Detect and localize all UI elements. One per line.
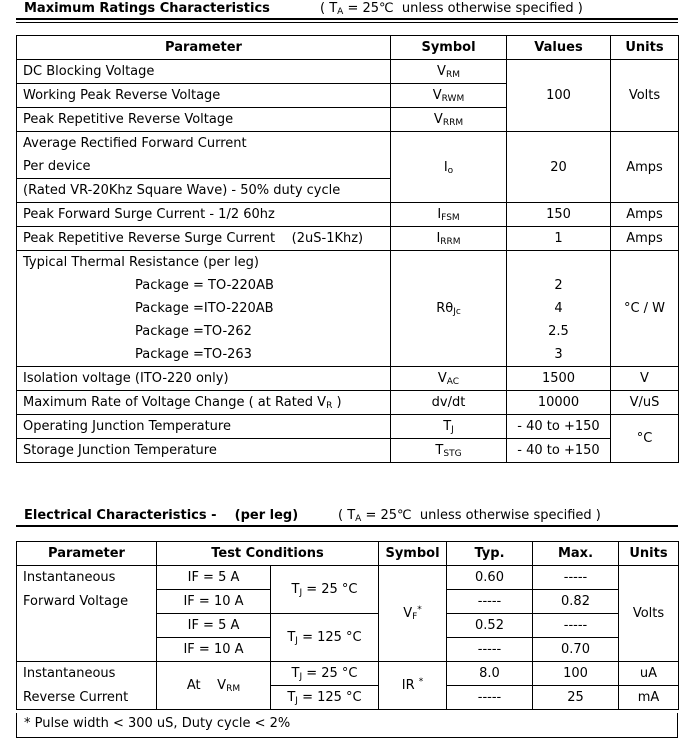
unit-temp: °C — [611, 415, 679, 463]
table-row — [17, 391, 679, 415]
footnote: * Pulse width < 300 uS, Duty cycle < 2% — [16, 713, 678, 738]
max-value: 0.70 — [533, 638, 619, 662]
max-value: 0.82 — [533, 590, 619, 614]
value-op-temp: - 40 to +150 — [507, 415, 611, 439]
col-parameter: Parameter — [17, 542, 157, 566]
value-surge: 150 — [507, 203, 611, 227]
symbol-rthjc: $R\theta_{Jc}$ — [391, 251, 507, 367]
symbol-vf: $V_F^*$ — [379, 566, 447, 662]
param-rev-1: Instantaneous — [17, 662, 157, 686]
value-isolation: 1500 — [507, 367, 611, 391]
col-max: Max. — [533, 542, 619, 566]
package-name: Package =TO-263 — [17, 343, 391, 367]
symbol-vrwm: $V_{RWM}$ — [391, 84, 507, 108]
unit-rep-surge: Amps — [611, 227, 679, 251]
symbol-dvdt: dv/dt — [391, 391, 507, 415]
electrical-conditions: ( $T_A$ = 25℃ unless otherwise specified ) — [338, 508, 601, 524]
param-per-device: Per device — [17, 155, 391, 179]
param-isolation: Isolation voltage (ITO-220 only) — [17, 367, 391, 391]
cond-if: IF = 5 A — [157, 566, 271, 590]
header-rule-thin — [16, 22, 678, 23]
unit-isolation: V — [611, 367, 679, 391]
col-test-conditions: Test Conditions — [157, 542, 379, 566]
param-surge: Peak Forward Surge Current - 1/2 60hz — [17, 203, 391, 227]
col-symbol: Symbol — [379, 542, 447, 566]
value-voltage: 100 — [507, 60, 611, 132]
param-thermal: Typical Thermal Resistance (per leg) — [17, 251, 391, 275]
max-ratings-table — [16, 35, 679, 463]
table-row — [17, 60, 679, 84]
table-row — [17, 614, 679, 638]
param-working-peak: Working Peak Reverse Voltage — [17, 84, 391, 108]
param-dc-blocking: DC Blocking Voltage — [17, 60, 391, 84]
package-name: Package =ITO-220AB — [17, 297, 391, 320]
param-dvdt: Maximum Rate of Voltage Change ( at Rated $V_R$ ) — [17, 391, 391, 415]
cond-if: IF = 10 A — [157, 590, 271, 614]
max-value: 100 — [533, 662, 619, 686]
table-row — [17, 132, 679, 156]
electrical-table — [16, 541, 679, 710]
symbol-vac: $V_{AC}$ — [391, 367, 507, 391]
param-op-temp: Operating Junction Temperature — [17, 415, 391, 439]
symbol-ir: IR * — [379, 662, 447, 710]
package-value: 2.5 — [507, 320, 611, 343]
unit-value: mA — [619, 686, 679, 710]
cond-tj25: $T_J = 25$ °C — [271, 662, 379, 686]
value-storage-temp: - 40 to +150 — [507, 439, 611, 463]
unit-value: uA — [619, 662, 679, 686]
unit-avg-rectified: Amps — [611, 132, 679, 203]
typ-value: ----- — [447, 686, 533, 710]
unit-volts: Volts — [611, 60, 679, 132]
table-row — [17, 227, 679, 251]
col-typ: Typ. — [447, 542, 533, 566]
table-row — [17, 203, 679, 227]
col-units: Units — [619, 542, 679, 566]
unit-dvdt: V/uS — [611, 391, 679, 415]
table-header-row — [17, 36, 679, 60]
symbol-irrm: $I_{RRM}$ — [391, 227, 507, 251]
symbol-vrm: $V_{RM}$ — [391, 60, 507, 84]
cond-tj125: $T_J = 125$ °C — [271, 614, 379, 662]
cond-at-vrm: At $V_{RM}$ — [157, 662, 271, 710]
typ-value: 0.52 — [447, 614, 533, 638]
symbol-tstg: $T_{STG}$ — [391, 439, 507, 463]
typ-value: ----- — [447, 638, 533, 662]
table-header-row — [17, 542, 679, 566]
col-units: Units — [611, 36, 679, 60]
table-row — [17, 320, 679, 343]
unit-surge: Amps — [611, 203, 679, 227]
table-row — [17, 251, 679, 275]
table-row — [17, 662, 679, 686]
max-ratings-conditions: ( $T_A$ = 25℃ unless otherwise specified ) — [320, 1, 583, 17]
cond-tj25: $T_J = 25$ °C — [271, 566, 379, 614]
param-rep-surge: Peak Repetitive Reverse Surge Current (2uS-1Khz) — [17, 227, 391, 251]
param-fwd-2: Forward Voltage — [17, 590, 157, 614]
cond-tj125: $T_J = 125$ °C — [271, 686, 379, 710]
value-rep-surge: 1 — [507, 227, 611, 251]
table-row — [17, 343, 679, 367]
symbol-vrrm: $V_{RRM}$ — [391, 108, 507, 132]
package-name: Package =TO-262 — [17, 320, 391, 343]
table-row — [17, 415, 679, 439]
table-row — [17, 297, 679, 320]
symbol-ifsm: $I_{FSM}$ — [391, 203, 507, 227]
cond-if: IF = 10 A — [157, 638, 271, 662]
typ-value: 0.60 — [447, 566, 533, 590]
param-rated-vr: (Rated VR-20Khz Square Wave) - 50% duty cycle — [17, 179, 391, 203]
param-avg-rectified: Average Rectified Forward Current — [17, 132, 391, 156]
package-name: Package = TO-220AB — [17, 274, 391, 297]
param-fwd-1: Instantaneous — [17, 566, 157, 590]
cond-if: IF = 5 A — [157, 614, 271, 638]
max-ratings-title: Maximum Ratings Characteristics — [24, 1, 270, 16]
col-parameter: Parameter — [17, 36, 391, 60]
param-storage-temp: Storage Junction Temperature — [17, 439, 391, 463]
typ-value: 8.0 — [447, 662, 533, 686]
unit-volts: Volts — [619, 566, 679, 662]
symbol-tj: $T_J$ — [391, 415, 507, 439]
package-value: 2 — [507, 274, 611, 297]
table-row — [17, 274, 679, 297]
max-ratings-header — [16, 0, 678, 20]
package-value: 4 — [507, 297, 611, 320]
table-row — [17, 566, 679, 590]
unit-thermal: °C / W — [611, 251, 679, 367]
col-symbol: Symbol — [391, 36, 507, 60]
max-value: 25 — [533, 686, 619, 710]
value-avg-rectified: 20 — [507, 132, 611, 203]
electrical-title: Electrical Characteristics - (per leg) — [24, 508, 299, 523]
symbol-io: $I_o$ — [391, 132, 507, 203]
electrical-header — [16, 507, 678, 527]
table-row — [17, 367, 679, 391]
max-value: ----- — [533, 566, 619, 590]
param-rev-2: Reverse Current — [17, 686, 157, 710]
table-row — [17, 686, 679, 710]
col-values: Values — [507, 36, 611, 60]
header-rule — [16, 525, 678, 527]
param-peak-repetitive: Peak Repetitive Reverse Voltage — [17, 108, 391, 132]
header-rule — [16, 18, 678, 20]
table-row — [17, 439, 679, 463]
value-dvdt: 10000 — [507, 391, 611, 415]
max-value: ----- — [533, 614, 619, 638]
typ-value: ----- — [447, 590, 533, 614]
package-value: 3 — [507, 343, 611, 367]
